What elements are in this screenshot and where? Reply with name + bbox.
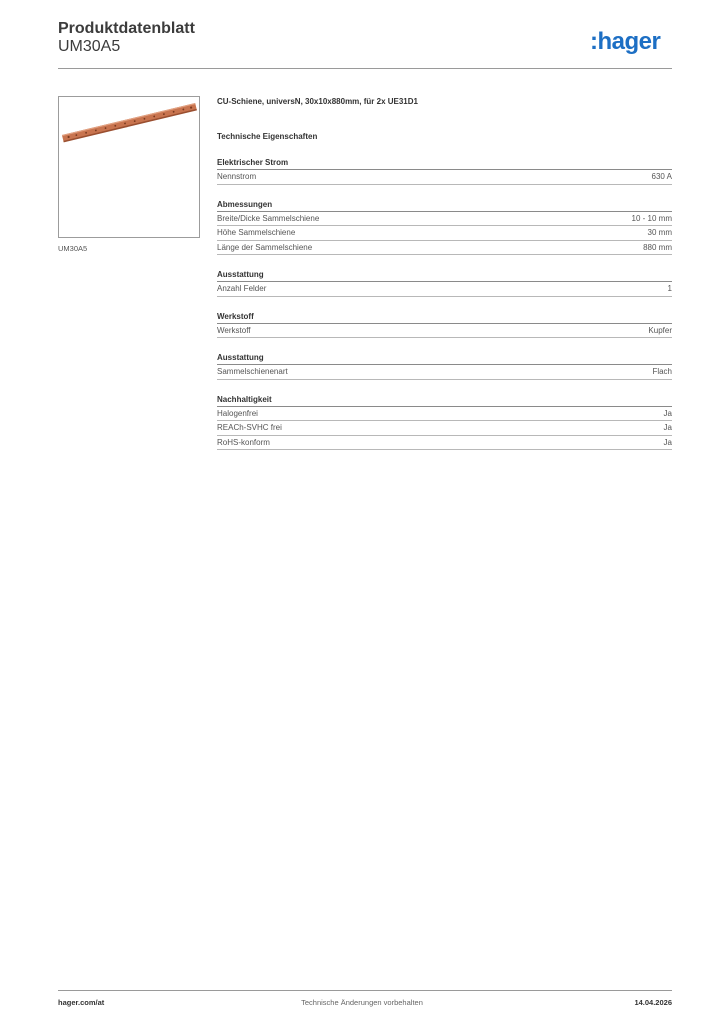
section-title: Abmessungen (217, 199, 672, 212)
spec-row (217, 170, 672, 185)
spec-label: REACh-SVHC frei (217, 423, 282, 432)
busbar-image (59, 97, 199, 237)
technical-properties-heading: Technische Eigenschaften (217, 132, 318, 141)
spec-label: Breite/Dicke Sammelschiene (217, 213, 320, 223)
spec-row (217, 407, 672, 422)
section-title: Ausstattung (217, 269, 672, 282)
spec-label: Anzahl Felder (217, 284, 267, 293)
footer-date: 14.04.2026 (634, 998, 672, 1007)
footer-disclaimer: Technische Änderungen vorbehalten (301, 998, 423, 1007)
hager-logo: :hager (590, 28, 661, 55)
spec-label: Nennstrom (217, 172, 257, 181)
spec-value: 1 (667, 284, 672, 293)
spec-row (217, 241, 672, 256)
image-caption: UM30A5 (58, 244, 88, 253)
section-equipment (217, 269, 672, 297)
section-material (217, 311, 672, 339)
section-title: Werkstoff (217, 311, 672, 324)
document-title: Produktdatenblatt (58, 20, 195, 37)
spec-label: Werkstoff (217, 325, 251, 335)
spec-value: Ja (663, 423, 672, 432)
spec-value: 30 mm (647, 228, 672, 237)
spec-label: Sammelschienenart (217, 367, 288, 376)
section-electrical-current (217, 157, 672, 185)
header-divider (58, 68, 672, 69)
spec-value: Ja (663, 408, 672, 418)
section-title: Nachhaltigkeit (217, 394, 672, 407)
product-details (217, 96, 672, 450)
spec-row (217, 365, 672, 380)
spec-value: Ja (663, 437, 672, 447)
section-title: Ausstattung (217, 352, 672, 365)
spec-row (217, 282, 672, 297)
spec-row (217, 436, 672, 451)
product-image-frame (58, 96, 200, 238)
spec-label: Halogenfrei (217, 408, 258, 418)
spec-row (217, 226, 672, 241)
section-dimensions (217, 199, 672, 256)
footer-divider (58, 990, 672, 991)
spec-label: RoHS-konform (217, 437, 270, 447)
spec-value: Flach (652, 367, 672, 376)
spec-value: 880 mm (643, 242, 672, 252)
product-code: UM30A5 (58, 38, 121, 55)
section-sustainability (217, 394, 672, 451)
footer-website[interactable]: hager.com/at (58, 998, 105, 1007)
spec-value: 630 A (651, 172, 672, 181)
spec-row (217, 324, 672, 339)
section-equipment-type (217, 352, 672, 380)
product-description: CU-Schiene, universN, 30x10x880mm, für 2x UE31D1 (217, 97, 418, 106)
spec-value: 10 - 10 mm (631, 213, 672, 223)
spec-value: Kupfer (648, 325, 672, 335)
spec-label: Höhe Sammelschiene (217, 228, 296, 237)
section-title: Elektrischer Strom (217, 157, 672, 170)
spec-row (217, 421, 672, 436)
spec-label: Länge der Sammelschiene (217, 242, 313, 252)
spec-row (217, 212, 672, 227)
